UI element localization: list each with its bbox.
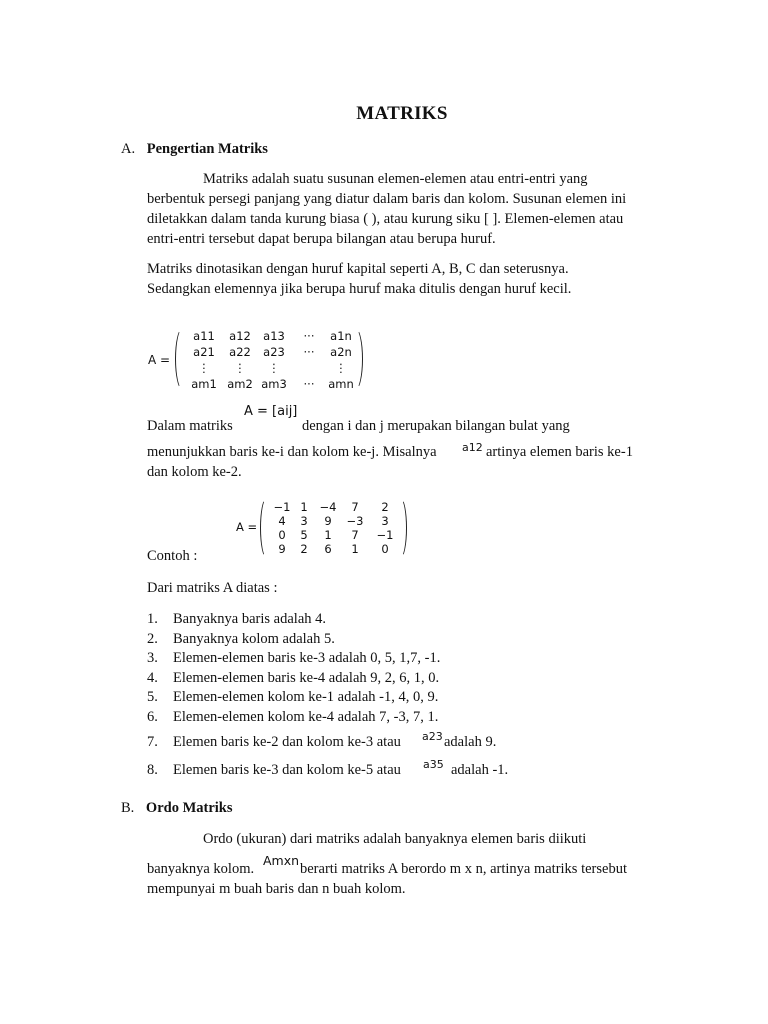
right-paren xyxy=(394,498,407,558)
list-item-text: Elemen-elemen kolom ke-1 adalah -1, 4, 0, 9. xyxy=(173,689,439,705)
general-matrix-cell: ⋮ xyxy=(335,361,347,375)
general-matrix-cell: a13 xyxy=(263,329,285,343)
example-matrix-cell: 7 xyxy=(351,528,359,542)
list-item-text: Banyaknya baris adalah 4. xyxy=(173,611,327,627)
section-a-heading xyxy=(121,141,268,158)
list-item-7-text: Elemen baris ke-2 dan kolom ke-3 atau xyxy=(173,734,401,750)
notation-aij: A = [aij] xyxy=(244,404,298,419)
list-item-text: Elemen-elemen baris ke-3 adalah 0, 5, 1,7, -1. xyxy=(173,650,441,666)
list-item xyxy=(147,650,440,667)
list-item xyxy=(147,689,438,706)
example-matrix-cell: 3 xyxy=(381,514,389,528)
list-item-text: Elemen-elemen kolom ke-4 adalah 7, -3, 7, 1. xyxy=(173,708,439,725)
page-title: MATRIKS xyxy=(356,103,448,124)
contoh-label: Contoh : xyxy=(147,548,198,564)
section-b-marker: B. xyxy=(121,800,135,816)
general-matrix xyxy=(148,328,368,390)
list-item-8-text: Elemen baris ke-3 dan kolom ke-5 atau xyxy=(173,762,401,778)
list-item xyxy=(147,670,439,687)
general-matrix-cell: a22 xyxy=(229,345,251,359)
general-matrix-cell: ⋮ xyxy=(268,361,280,375)
para1-line2: berbentuk persegi panjang yang diatur dalam baris dan kolom. Susunan elemen ini xyxy=(147,191,627,207)
list-item-text: Banyaknya kolom adalah 5. xyxy=(173,630,335,647)
list-item-number: 6. xyxy=(147,708,158,725)
general-matrix-cell: ··· xyxy=(303,329,315,343)
list-item-8 xyxy=(147,762,401,779)
element-a23: a23 xyxy=(422,730,443,743)
dari-label: Dari matriks A diatas : xyxy=(147,580,278,596)
section-b-title: Ordo Matriks xyxy=(145,800,233,816)
general-matrix-cell: ··· xyxy=(303,345,315,359)
example-matrix-cell: 1 xyxy=(300,500,308,514)
example-matrix-cell: 2 xyxy=(381,500,389,514)
example-matrix-cell: 7 xyxy=(351,500,359,514)
list-item xyxy=(147,631,335,648)
example-matrix-cell: −4 xyxy=(319,500,337,514)
left-paren xyxy=(175,328,190,390)
general-matrix-cell: a2n xyxy=(330,345,352,359)
list-item xyxy=(147,611,326,628)
section-a-title: Pengertian Matriks xyxy=(146,141,268,157)
list-item-number: 2. xyxy=(147,630,158,647)
section-a-marker: A. xyxy=(121,141,136,157)
para4-line3: mempunyai m buah baris dan n buah kolom. xyxy=(147,881,406,897)
example-matrix xyxy=(236,498,416,558)
element-a12: a12 xyxy=(462,441,483,454)
general-matrix-cell: am2 xyxy=(227,377,253,391)
para4-line2-prefix: banyaknya kolom. xyxy=(147,861,255,877)
example-matrix-cell: 2 xyxy=(300,542,308,556)
example-matrix-cell: 1 xyxy=(351,542,359,556)
list-item-number: 1. xyxy=(147,611,158,627)
list-item-text: Elemen-elemen baris ke-4 adalah 9, 2, 6, 1, 0. xyxy=(173,669,440,686)
general-matrix-cell: amn xyxy=(328,377,354,391)
general-matrix-cell: ⋮ xyxy=(234,361,246,375)
list-item-number: 5. xyxy=(147,689,158,705)
general-matrix-cell: ⋮ xyxy=(198,361,210,375)
general-matrix-cell: am1 xyxy=(191,377,217,391)
para3-line3: dan kolom ke-2. xyxy=(147,464,242,480)
example-matrix-cell: 5 xyxy=(300,528,308,542)
example-matrix-cell: −1 xyxy=(376,528,394,542)
para4-line2-suffix: berarti matriks A berordo m x n, artinya matriks tersebut xyxy=(300,861,627,877)
para1-line4: entri-entri tersebut dapat berupa bilangan atau berupa huruf. xyxy=(147,231,496,247)
para3-line2: menunjukkan baris ke-i dan kolom ke-j. Misalnya xyxy=(147,444,437,460)
section-b-heading xyxy=(121,800,233,817)
list-item-7-suffix: adalah 9. xyxy=(444,734,497,750)
list-item-8-suffix: adalah -1. xyxy=(451,762,509,778)
notation-amxn: Amxn xyxy=(263,853,300,868)
general-matrix-label: A = xyxy=(148,353,171,367)
para1-line1: Matriks adalah suatu susunan elemen-elemen atau entri-entri yang xyxy=(203,171,588,187)
list-item-8-number: 8. xyxy=(147,762,158,778)
general-matrix-cell: a11 xyxy=(193,329,215,343)
list-item xyxy=(147,709,438,726)
para2-line1: Matriks dinotasikan dengan huruf kapital seperti A, B, C dan seterusnya. xyxy=(147,261,569,277)
example-matrix-cell: 4 xyxy=(278,514,286,528)
list-item-7 xyxy=(147,734,401,751)
para3-suffix: dengan i dan j merupakan bilangan bulat yang xyxy=(302,418,570,434)
general-matrix-cell: a21 xyxy=(193,345,215,359)
example-matrix-cell: 1 xyxy=(324,528,332,542)
general-matrix-cell: a1n xyxy=(330,329,352,343)
example-matrix-cell: −1 xyxy=(273,500,291,514)
para4-line1: Ordo (ukuran) dari matriks adalah banyaknya elemen baris diikuti xyxy=(203,831,587,847)
list-item-number: 4. xyxy=(147,669,158,686)
para3-line2-suffix: artinya elemen baris ke-1 xyxy=(486,444,633,460)
example-matrix-cell: 9 xyxy=(324,514,332,528)
example-matrix-cell: 0 xyxy=(381,542,389,556)
example-matrix-cell: 6 xyxy=(324,542,332,556)
para2-line2: Sedangkan elemennya jika berupa huruf maka ditulis dengan huruf kecil. xyxy=(147,281,572,297)
example-matrix-cell: 9 xyxy=(278,542,286,556)
general-matrix-cell: ··· xyxy=(303,377,315,391)
list-item-7-number: 7. xyxy=(147,734,158,750)
para3-line1 xyxy=(147,418,233,435)
example-matrix-cell: 3 xyxy=(300,514,308,528)
general-matrix-cell: a23 xyxy=(263,345,285,359)
list-item-number: 3. xyxy=(147,650,158,666)
para1-line3: diletakkan dalam tanda kurung biasa ( ), atau kurung siku [ ]. Elemen-elemen atau xyxy=(147,211,624,227)
example-matrix-label: A = xyxy=(236,520,258,534)
element-a35: a35 xyxy=(423,758,444,771)
general-matrix-cell: am3 xyxy=(261,377,287,391)
general-matrix-cell: a12 xyxy=(229,329,251,343)
para3-prefix: Dalam matriks xyxy=(147,418,233,434)
example-matrix-cell: 0 xyxy=(278,528,286,542)
example-matrix-cell: −3 xyxy=(346,514,364,528)
